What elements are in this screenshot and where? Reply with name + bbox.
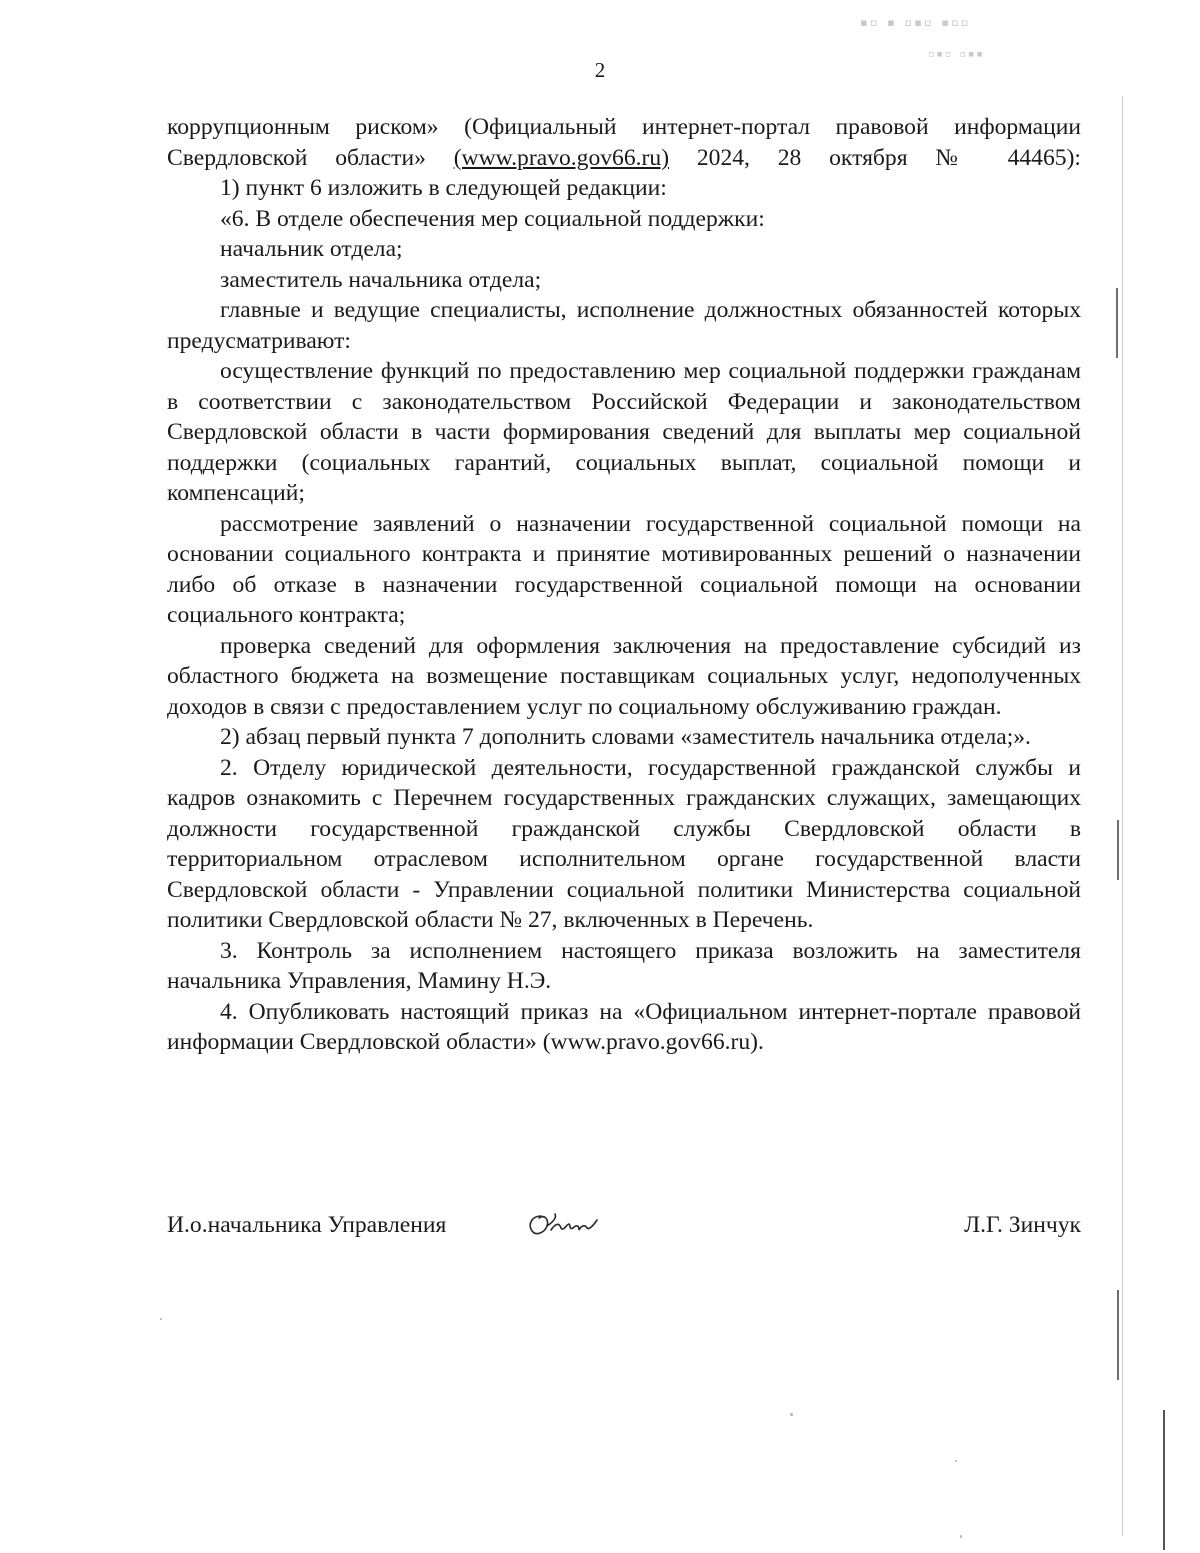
scan-edge-line bbox=[1122, 96, 1123, 1536]
signatory-name: Л.Г. Зинчук bbox=[964, 1212, 1081, 1238]
scan-stamp-mark: ▪▫ ▪ ▫▪▫ ▪▫▫ bbox=[860, 10, 971, 35]
signature-block bbox=[167, 1208, 1081, 1248]
paragraph: «6. В отделе обеспечения мер социальной поддержки: bbox=[220, 205, 765, 232]
paragraph: заместитель начальника отдела; bbox=[220, 266, 542, 293]
scan-speck bbox=[955, 1460, 957, 1462]
scan-edge-line bbox=[1117, 1290, 1119, 1380]
paragraph: рассмотрение заявлений о назначении государственной социальной помощи на основании социального контракта и принятие мотивированных решений о назначении либо об отказе в назначении государственной социальной помощи на основании социального контракта; bbox=[167, 510, 1081, 628]
paragraph: проверка сведений для оформления заключения на предоставление субсидий из областного бюджета на возмещение поставщикам социальных услуг, недополученных доходов в связи с предоставлением услуг по социальному обслуживанию граждан. bbox=[167, 632, 1081, 720]
page-number: 2 bbox=[594, 58, 606, 82]
scan-edge-line bbox=[1116, 288, 1118, 358]
scan-speck bbox=[960, 1535, 962, 1538]
paragraph: 2. Отделу юридической деятельности, государственной гражданской службы и кадров ознакомить с Перечнем государственных гражданских служащих, замещающих должности государственной гражданской службы Свердловской области в территориальном отраслевом исполнительном органе государственной власти Свердловской области - Управлении социальной политики Министерства социальной политики Свердловской области № 27, включенных в Перечень. bbox=[167, 754, 1081, 933]
scan-speck bbox=[160, 1318, 162, 1320]
handwritten-signature bbox=[523, 1208, 603, 1244]
paragraph: 2) абзац первый пункта 7 дополнить словами «заместитель начальника отдела;». bbox=[220, 724, 1031, 750]
paragraph: осуществление функций по предоставлению мер социальной поддержки гражданам в соответствии с законодательством Российской Федерации и законодательством Свердловской области в части формирования сведений для выплаты мер социальной поддержки (социальных гарантий, социальных выплат, социальной помощи и компенсаций; bbox=[167, 358, 1081, 506]
scan-edge-line bbox=[1117, 820, 1119, 880]
paragraph-intro-text: коррупционным риском» (Официальный интернет-портал правовой информации Свердловской области» bbox=[167, 114, 1081, 171]
paragraph-intro-tail: 2024, 28 октября № 44465): bbox=[669, 144, 1081, 171]
document-body bbox=[167, 112, 1081, 1058]
portal-link[interactable]: (www.pravo.gov66.ru) bbox=[453, 144, 670, 171]
paragraph: 4. Опубликовать настоящий приказ на «Официальном интернет-портале правовой информации Свердловской области» (www.pravo.gov66.ru). bbox=[167, 998, 1081, 1055]
paragraph: 1) пункт 6 изложить в следующей редакции: bbox=[220, 175, 667, 201]
signatory-position: И.о.начальника Управления bbox=[167, 1212, 447, 1238]
paragraph: 3. Контроль за исполнением настоящего приказа возложить на заместителя начальника Управления, Мамину Н.Э. bbox=[167, 937, 1081, 994]
paragraph: главные и ведущие специалисты, исполнение должностных обязанностей которых предусматривают: bbox=[167, 297, 1081, 354]
scan-edge-line bbox=[1163, 1410, 1165, 1550]
scan-speck bbox=[790, 1413, 793, 1416]
scan-stamp-mark-2: ▫▪▫ ▫▪▪ bbox=[928, 44, 985, 64]
paragraph-intro bbox=[167, 112, 1081, 173]
paragraph: начальник отдела; bbox=[220, 236, 403, 262]
